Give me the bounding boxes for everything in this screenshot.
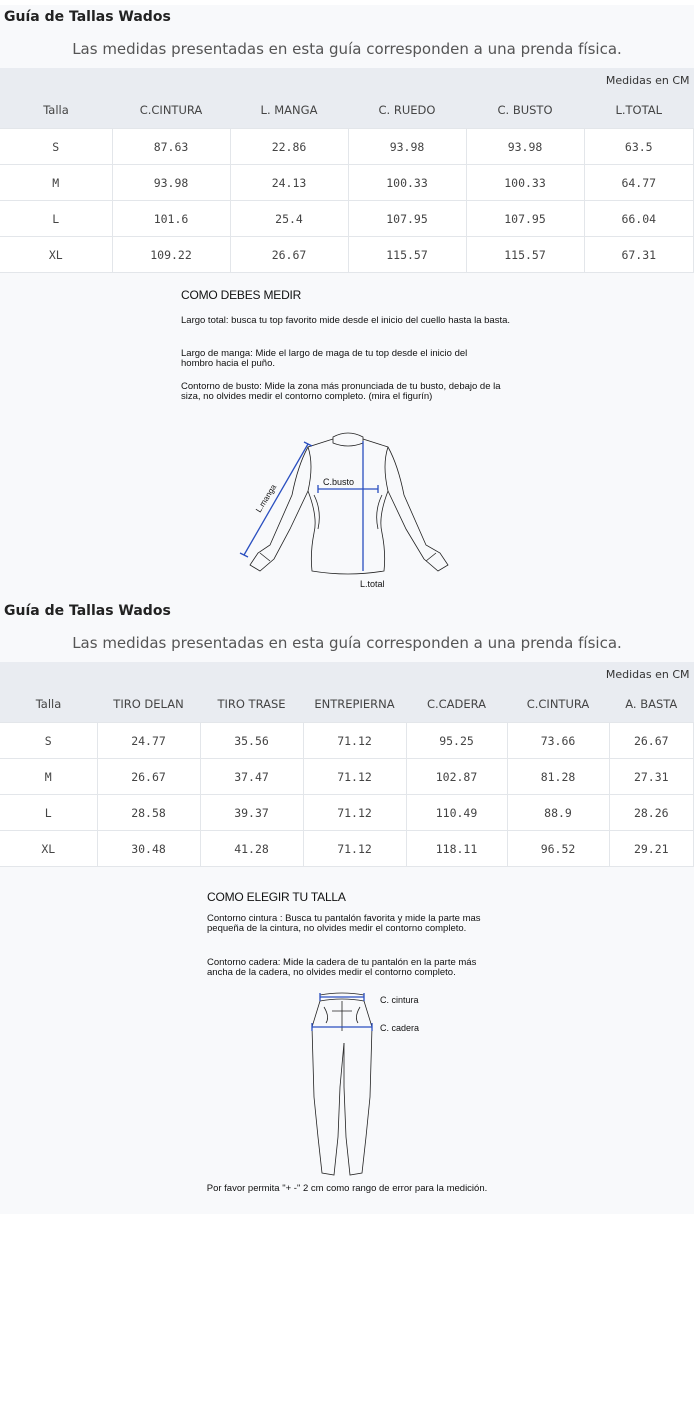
table-cell: 28.58 (97, 795, 200, 831)
table-cell: 93.98 (112, 165, 230, 201)
table-cell: 118.11 (406, 831, 507, 867)
table-row (0, 237, 694, 273)
table-cell: M (0, 759, 97, 795)
column-header: C. RUEDO (348, 92, 466, 129)
table-row (0, 759, 694, 795)
total-length-label: L.total (360, 579, 385, 589)
table-cell: 73.66 (507, 723, 609, 759)
table-cell: 71.12 (303, 723, 406, 759)
table-cell: S (0, 129, 112, 165)
guide-title: Guía de Tallas Wados (4, 9, 171, 25)
table-cell: 63.5 (584, 129, 694, 165)
table-cell: S (0, 723, 97, 759)
unit-label: Medidas en CM (0, 68, 694, 92)
table-cell: 28.26 (609, 795, 694, 831)
table-cell: 26.67 (609, 723, 694, 759)
table-cell: 24.77 (97, 723, 200, 759)
table-cell: 64.77 (584, 165, 694, 201)
table-cell: 109.22 (112, 237, 230, 273)
table-cell: 100.33 (466, 165, 584, 201)
table-header-row (0, 92, 694, 129)
table-cell: 102.87 (406, 759, 507, 795)
table-cell: L (0, 201, 112, 237)
size-table-bottom (0, 662, 694, 867)
size-table-top (0, 68, 694, 273)
table-cell: 67.31 (584, 237, 694, 273)
table-cell: 88.9 (507, 795, 609, 831)
column-header: Talla (0, 686, 97, 723)
table-cell: 101.6 (112, 201, 230, 237)
table-cell: 26.67 (97, 759, 200, 795)
unit-label: Medidas en CM (0, 662, 694, 686)
table-cell: 100.33 (348, 165, 466, 201)
table-cell: 115.57 (466, 237, 584, 273)
table-cell: XL (0, 831, 97, 867)
howto-paragraph: Contorno cadera: Mide la cadera de tu pantalón en la parte más ancha de la cadera, no olvides medir el contorno completo. (207, 957, 477, 978)
pants-figure (300, 987, 440, 1177)
table-cell: M (0, 165, 112, 201)
table-row (0, 795, 694, 831)
table-cell: 27.31 (609, 759, 694, 795)
table-cell: 81.28 (507, 759, 609, 795)
table-cell: 26.67 (230, 237, 348, 273)
table-cell: 93.98 (466, 129, 584, 165)
table-cell: 71.12 (303, 831, 406, 867)
table-cell: 71.12 (303, 795, 406, 831)
table-cell: 35.56 (200, 723, 303, 759)
table-cell: 41.28 (200, 831, 303, 867)
table-cell: 29.21 (609, 831, 694, 867)
sleeve-label: L.manga (254, 482, 279, 515)
hip-label: C. cadera (380, 1023, 420, 1033)
column-header: TIRO TRASE (200, 686, 303, 723)
table-row (0, 201, 694, 237)
top-garment-figure (230, 425, 460, 595)
howto-title: COMO DEBES MEDIR (181, 288, 302, 302)
table-cell: 93.98 (348, 129, 466, 165)
table-cell: 37.47 (200, 759, 303, 795)
table-row (0, 129, 694, 165)
column-header: A. BASTA (609, 686, 694, 723)
howto-paragraph: Contorno cintura : Busca tu pantalón favorita y mide la parte mas pequeña de la cintura, no olvides medir el contorno completo. (207, 913, 481, 934)
table-cell: 95.25 (406, 723, 507, 759)
size-guide-bottom (0, 601, 694, 1214)
table-cell: 115.57 (348, 237, 466, 273)
guide-subtitle: Las medidas presentadas en esta guía corresponden a una prenda física. (72, 40, 622, 58)
table-row (0, 165, 694, 201)
column-header: C.CINTURA (112, 92, 230, 129)
table-cell: 24.13 (230, 165, 348, 201)
guide-subtitle: Las medidas presentadas en esta guía corresponden a una prenda física. (72, 634, 622, 652)
table-cell: 25.4 (230, 201, 348, 237)
table-cell: 30.48 (97, 831, 200, 867)
table-cell: 107.95 (348, 201, 466, 237)
howto-paragraph: Largo de manga: Mide el largo de maga de tu top desde el inicio del hombro hacia el puño. (181, 348, 468, 369)
table-cell: XL (0, 237, 112, 273)
table-cell: 110.49 (406, 795, 507, 831)
table-cell: 22.86 (230, 129, 348, 165)
table-cell: 39.37 (200, 795, 303, 831)
column-header: Talla (0, 92, 112, 129)
table-cell: 87.63 (112, 129, 230, 165)
howto-paragraph: Largo total: busca tu top favorito mide desde el inicio del cuello hasta la basta. (181, 315, 511, 326)
table-cell: 71.12 (303, 759, 406, 795)
column-header: L. MANGA (230, 92, 348, 129)
column-header: C.CINTURA (507, 686, 609, 723)
howto-title: COMO ELEGIR TU TALLA (207, 890, 346, 904)
table-cell: 96.52 (507, 831, 609, 867)
tolerance-note: Por favor permita "+ -" 2 cm como rango de error para la medición. (206, 1183, 488, 1194)
size-guide-top (0, 5, 694, 601)
howto-paragraph: Contorno de busto: Mide la zona más pronunciada de tu busto, debajo de la siza, no olvides medir el contorno completo. (mira el figurín) (181, 381, 501, 402)
table-cell: 66.04 (584, 201, 694, 237)
waist-label: C. cintura (380, 995, 419, 1005)
table-cell: 107.95 (466, 201, 584, 237)
column-header: ENTREPIERNA (303, 686, 406, 723)
column-header: C. BUSTO (466, 92, 584, 129)
column-header: C.CADERA (406, 686, 507, 723)
guide-title: Guía de Tallas Wados (4, 603, 171, 619)
bust-label: C.busto (323, 477, 355, 487)
table-row (0, 831, 694, 867)
table-header-row (0, 686, 694, 723)
column-header: TIRO DELAN (97, 686, 200, 723)
column-header: L.TOTAL (584, 92, 694, 129)
table-cell: L (0, 795, 97, 831)
table-row (0, 723, 694, 759)
